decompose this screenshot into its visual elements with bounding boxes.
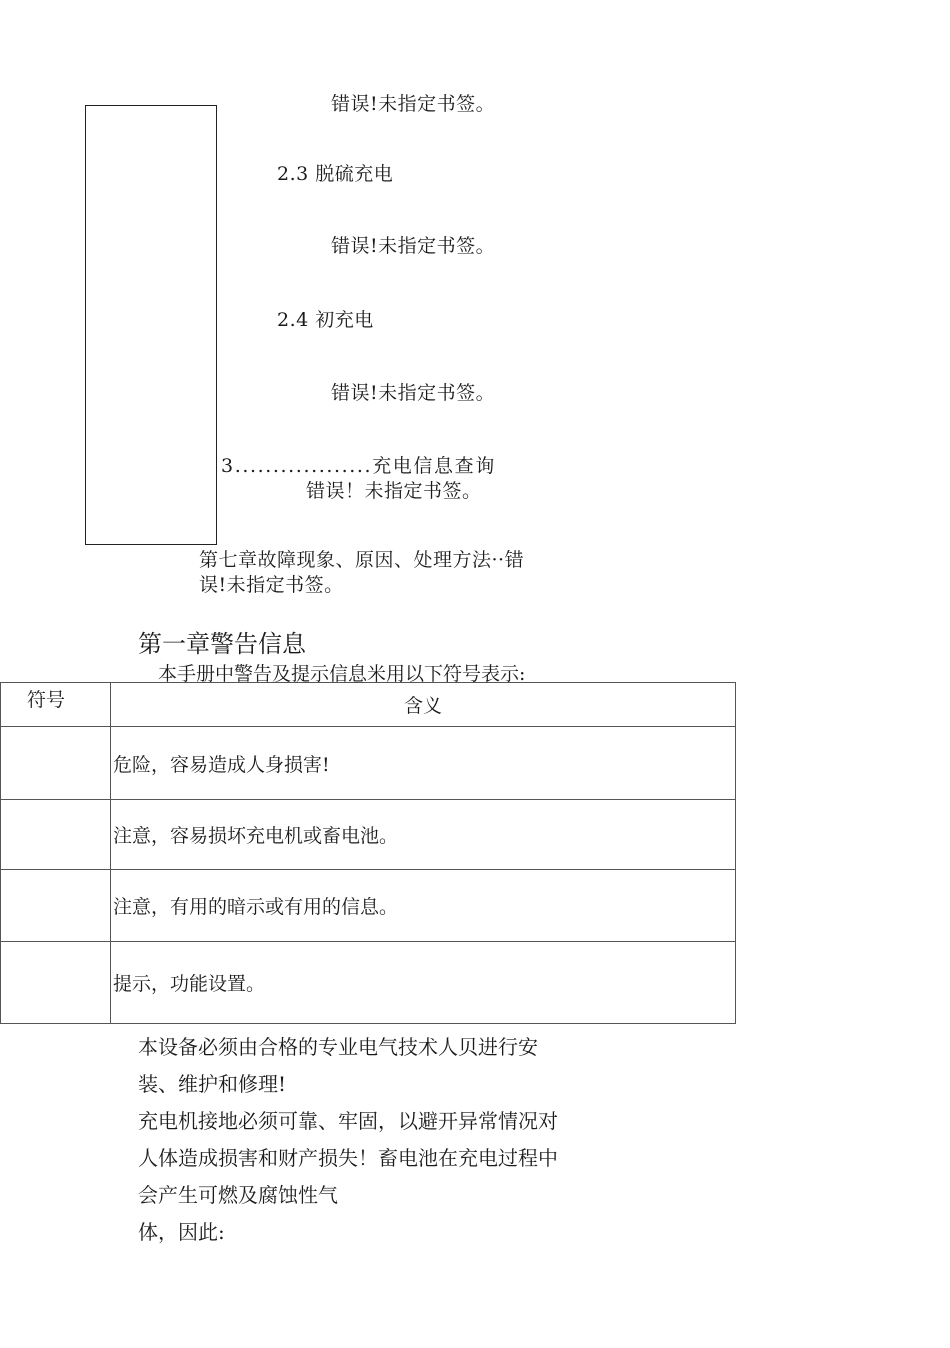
meaning-cell: 提示，功能设置。 — [111, 942, 736, 1024]
toc-item-2-3: 2.3 脱硫充电 — [277, 163, 394, 185]
table-row — [1, 727, 736, 800]
body-line: 人体造成损害和财产损失！畜电池在充电过程中 — [138, 1146, 558, 1170]
header-meaning: 含义 — [111, 683, 736, 727]
toc-error-text: 错误!未指定书签。 — [331, 235, 496, 257]
empty-frame-box — [85, 105, 217, 545]
symbol-cell — [1, 942, 111, 1024]
body-line: 会产生可燃及腐蚀性气 — [138, 1183, 338, 1207]
toc-item-3: 3..................充电信息查询 — [221, 455, 496, 477]
table-row — [1, 942, 736, 1024]
toc-error-text: 错误！未指定书签。 — [306, 480, 482, 502]
toc-chapter-7-line1: 第七章故障现象、原因、处理方法··错 — [199, 549, 525, 571]
symbol-table — [0, 682, 736, 1024]
body-line: 装、维护和修理! — [138, 1072, 287, 1096]
body-line: 本设备必须由合格的专业电气技术人贝进行安 — [138, 1035, 538, 1059]
body-line: 体，因此: — [138, 1220, 225, 1244]
toc-error-text: 错误!未指定书签。 — [331, 93, 496, 115]
table-row — [1, 870, 736, 942]
body-paragraph — [138, 1029, 558, 1251]
toc-item-2-4: 2.4 初充电 — [277, 309, 374, 331]
symbol-cell — [1, 800, 111, 870]
toc-error-text: 错误!未指定书签。 — [331, 382, 496, 404]
body-line: 充电机接地必须可靠、牢固，以避开异常情况对 — [138, 1109, 558, 1133]
symbol-cell — [1, 727, 111, 800]
chapter-intro: 本手册中警告及提示信息米用以下符号表示: — [158, 663, 526, 685]
meaning-cell: 注意，有用的暗示或有用的信息。 — [111, 870, 736, 942]
table-header-row — [1, 683, 736, 727]
toc-chapter-7-line2: 误!未指定书签。 — [199, 574, 344, 596]
chapter-title: 第一章警告信息 — [138, 630, 306, 658]
header-symbol: 符号 — [1, 683, 111, 727]
meaning-cell: 注意，容易损坏充电机或畜电池。 — [111, 800, 736, 870]
meaning-cell: 危险，容易造成人身损害! — [111, 727, 736, 800]
symbol-cell — [1, 870, 111, 942]
table-row — [1, 800, 736, 870]
